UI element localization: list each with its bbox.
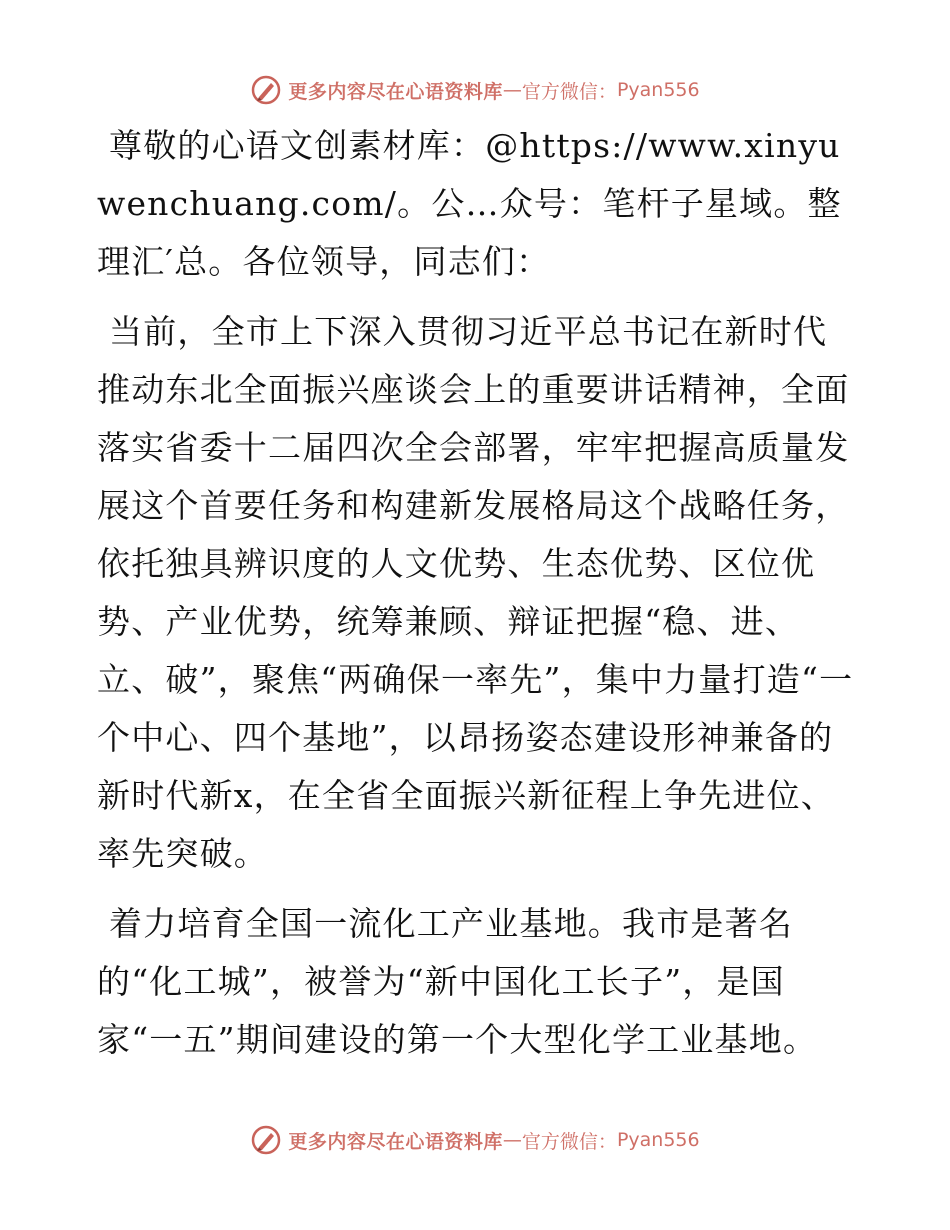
banner-wechat-label: 官方微信： <box>521 1130 617 1153</box>
banner-separator: — <box>502 79 522 101</box>
banner-wechat-id: Pyan556 <box>616 79 700 101</box>
banner-site-name: 更多内容尽在心语资料库 <box>288 80 503 103</box>
paragraph-chemical-base: 着力培育全国一流化工产业基地。我市是著名的“化工城”，被誉为“新中国化工长子”，是国家“一五”期间建设的第一个大型化学工业基地。 <box>97 904 818 1059</box>
banner-wechat-label: 官方微信： <box>521 80 617 103</box>
banner-separator: — <box>502 1129 522 1151</box>
pen-logo-icon <box>250 1124 282 1156</box>
banner-wechat-id: Pyan556 <box>616 1129 700 1151</box>
footer-banner <box>0 1120 950 1160</box>
paragraph-overview: 当前，全市上下深入贯彻习近平总书记在新时代推动东北全面振兴座谈会上的重要讲话精神，全面落实省委十二届四次全会部署，牢牢把握高质量发展这个首要任务和构建新发展格局这个战略任务，依托独具辨识度的人文优势、生态优势、区位优势、产业优势，统筹兼顾、辩证把握“稳、进、立、破”，聚焦“两确保一率先”，集中力量打造“一个中心、四个基地”，以昂扬姿态建设形神兼备的新时代新x，在全省全面振兴新征程上争先进位、率先突破。 <box>97 312 854 873</box>
header-banner <box>0 70 950 110</box>
document-body <box>97 117 857 1081</box>
pen-logo-icon <box>250 74 282 106</box>
banner-site-name: 更多内容尽在心语资料库 <box>288 1130 503 1153</box>
paragraph-greeting: 尊敬的心语文创素材库：@https://www.xinyuwenchuang.com/。公…众号：笔杆子星域。整理汇′总。各位领导，同志们： <box>97 126 842 281</box>
